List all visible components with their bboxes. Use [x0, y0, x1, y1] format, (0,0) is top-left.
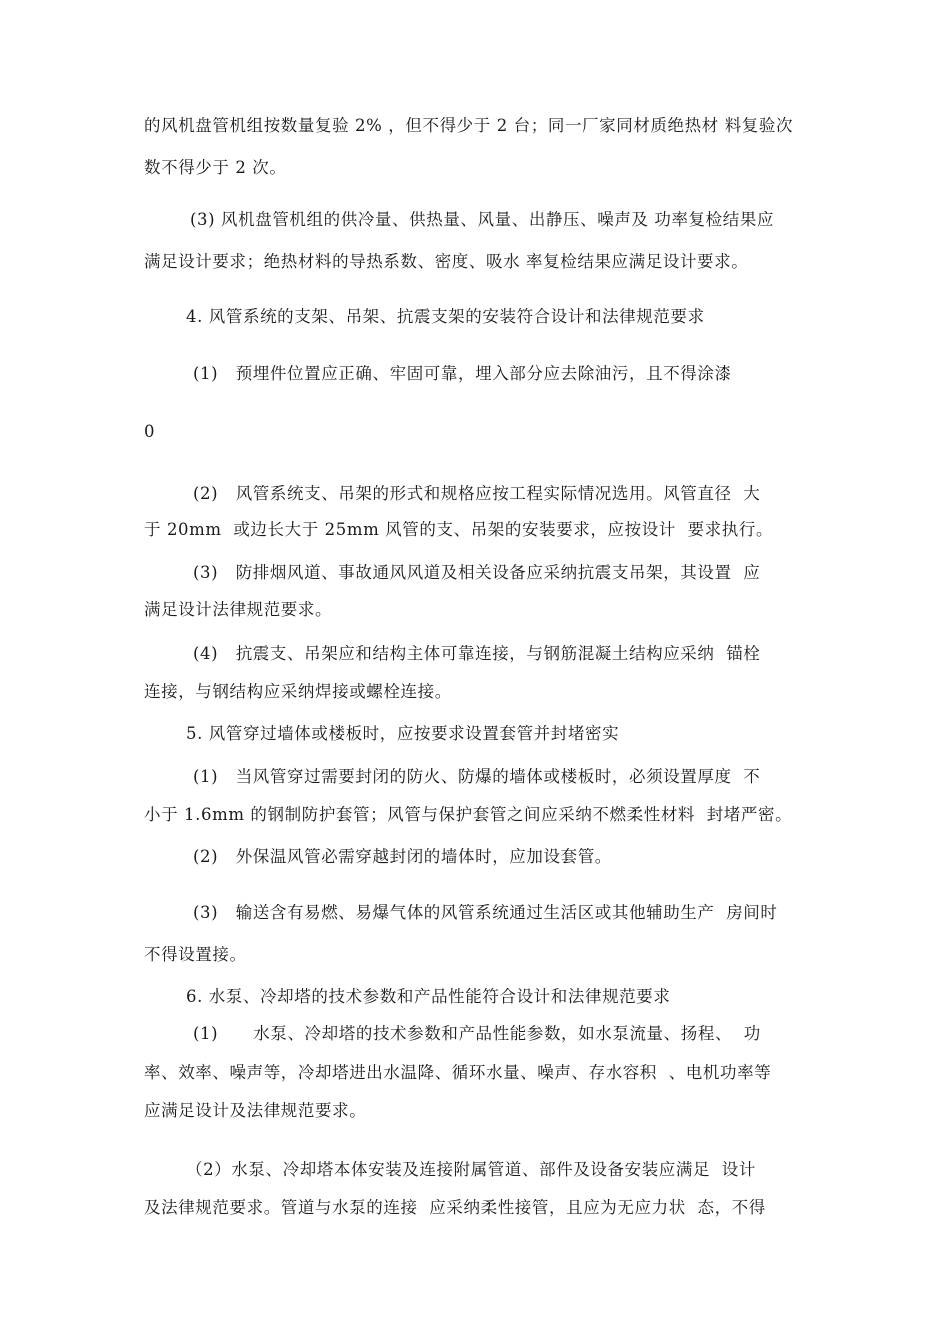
section-heading: 6. 水泵、冷却塔的技术参数和产品性能符合设计和法律规范要求 — [186, 987, 671, 1006]
text-line: 及法律规范要求。管道与水泵的连接 应采纳柔性接管，且应为无应力状 态，不得 — [144, 1198, 766, 1217]
text-line: (2) 风管系统支、吊架的形式和规格应按工程实际情况选用。风管直径 大 — [193, 484, 761, 503]
text-line: 率、效率、噪声等，冷却塔进出水温降、循环水量、噪声、存水容积 、电机功率等 — [144, 1063, 772, 1082]
text-line: 的风机盘管机组按数量复验 2% ，但不得少于 2 台；同一厂家同材质绝热材 料复验次 — [144, 116, 794, 135]
text-line: (2) 外保温风管必需穿越封闭的墙体时，应加设套管。 — [193, 847, 612, 866]
text-line: (3) 输送含有易燃、易爆气体的风管系统通过生活区或其他辅助生产 房间时 — [193, 903, 778, 922]
section-heading: 4. 风管系统的支架、吊架、抗震支架的安装符合设计和法律规范要求 — [186, 307, 705, 326]
text-line: (1) 预埋件位置应正确、牢固可靠，埋入部分应去除油污，且不得涂漆 — [193, 364, 732, 383]
text-line: 不得设置接。 — [144, 945, 247, 964]
text-line: 小于 1.6mm 的钢制防护套管；风管与保护套管之间应采纳不燃柔性材料 封堵严密。 — [144, 805, 793, 824]
text-line: (3) 风机盘管机组的供冷量、供热量、风量、出静压、噪声及 功率复检结果应 — [190, 210, 775, 229]
text-line: 满足设计要求；绝热材料的导热系数、密度、吸水 率复检结果应满足设计要求。 — [144, 252, 749, 271]
text-line: 应满足设计及法律规范要求。 — [144, 1101, 367, 1120]
text-line: (1) 当风管穿过需要封闭的防火、防爆的墙体或楼板时，必须设置厚度 不 — [193, 767, 761, 786]
section-heading: 5. 风管穿过墙体或楼板时，应按要求设置套管并封堵密实 — [186, 724, 620, 743]
text-line: (4) 抗震支、吊架应和结构主体可靠连接，与钢筋混凝土结构应采纳 锚栓 — [193, 644, 761, 663]
text-line: 连接，与钢结构应采纳焊接或螺栓连接。 — [144, 682, 452, 701]
text-line: 于 20mm 或边长大于 25mm 风管的支、吊架的安装要求，应按设计 要求执行。 — [144, 520, 774, 539]
text-line: 0 — [144, 422, 156, 441]
text-line: (3) 防排烟风道、事故通风风道及相关设备应采纳抗震支吊架，其设置 应 — [193, 563, 761, 582]
text-line: 数不得少于 2 次。 — [144, 158, 287, 177]
text-line: 满足设计法律规范要求。 — [144, 600, 333, 619]
text-line: （2）水泵、冷却塔本体安装及连接附属管道、部件及设备安装应满足 设计 — [186, 1160, 756, 1179]
text-line: (1) 水泵、冷却塔的技术参数和产品性能参数，如水泵流量、扬程、 功 — [193, 1024, 761, 1043]
